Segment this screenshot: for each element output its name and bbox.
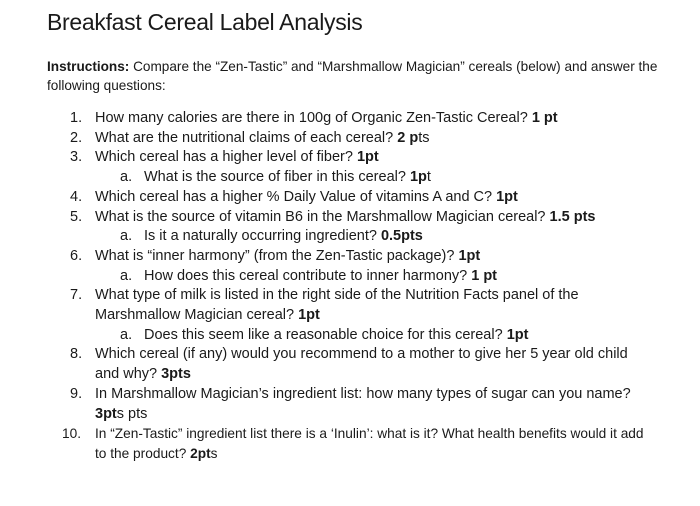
question-points: 3pts	[161, 366, 191, 383]
question-item	[0, 424, 655, 463]
question-text: How many calories are there in 100g of Organic Zen-Tastic Cereal?	[95, 110, 528, 126]
question-item	[0, 109, 655, 129]
question-item	[0, 345, 655, 384]
question-text: In Marshmallow Magician’s ingredient list: how many types of sugar can you name?	[95, 385, 631, 402]
question-points: 1.5 pts	[549, 208, 596, 225]
question-number: 10.	[62, 426, 82, 442]
question-points-suffix: ts	[418, 129, 430, 146]
question-number: 1.	[70, 110, 83, 126]
question-number: 3.	[70, 149, 83, 166]
question-number: 2.	[70, 129, 83, 146]
question-number: 8.	[70, 346, 83, 363]
question-points: 1pt	[506, 326, 529, 343]
question-points: 1pt	[298, 307, 320, 324]
question-points: 1 pt	[471, 267, 498, 284]
instructions-text: Compare the “Zen-Tastic” and “Marshmallow Magician” cereals (below) and answer the following questions:	[47, 59, 658, 93]
question-number: 4.	[70, 188, 83, 205]
question-text: What are the nutritional claims of each cereal?	[95, 129, 394, 146]
question-points: 1pt	[356, 149, 379, 166]
question-points: 3pt	[95, 405, 117, 422]
question-text: What is the source of fiber in this cereal?	[144, 169, 406, 186]
sub-question-letter: a.	[120, 326, 133, 343]
instructions-paragraph	[47, 57, 667, 95]
question-number: 7.	[70, 287, 83, 304]
sub-question-item	[0, 227, 664, 247]
question-item	[0, 129, 655, 149]
question-list	[0, 109, 700, 463]
question-item	[0, 148, 655, 168]
question-text: Which cereal (if any) would you recommend to a mother to give her 5 year old child and why?	[95, 346, 628, 383]
question-text: In “Zen-Tastic” ingredient list there is a ‘Inulin’: what is it? What health benefits would it add to the product?	[95, 426, 644, 461]
question-number: 6.	[70, 247, 83, 264]
question-text: Is it a naturally occurring ingredient?	[144, 228, 377, 245]
instructions-label: Instructions:	[47, 59, 130, 74]
question-text: Does this seem like a reasonable choice for this cereal?	[144, 326, 503, 343]
question-text: Which cereal has a higher level of fiber?	[95, 149, 353, 166]
question-text: What type of milk is listed in the right side of the Nutrition Facts panel of the Marshmallow Magician cereal?	[95, 287, 579, 324]
question-points: 1 pt	[531, 110, 558, 126]
sub-question-letter: a.	[120, 228, 133, 245]
question-text: How does this cereal contribute to inner harmony?	[144, 267, 468, 284]
sub-question-item	[0, 267, 664, 287]
sub-question-letter: a.	[120, 267, 133, 284]
sub-question-item	[0, 168, 664, 188]
question-points: 1pt	[458, 247, 481, 264]
question-number: 9.	[70, 385, 83, 402]
question-points-suffix: s	[210, 445, 218, 461]
question-points: 1p	[409, 169, 427, 186]
sub-question-letter: a.	[120, 169, 133, 186]
question-points-suffix: s pts	[116, 405, 148, 422]
question-points-suffix: t	[426, 169, 431, 186]
question-number: 5.	[70, 208, 83, 225]
sub-question-item	[0, 326, 664, 346]
question-item	[0, 385, 655, 424]
question-points: 0.5pts	[380, 228, 423, 245]
question-item	[0, 247, 655, 267]
question-text: What is “inner harmony” (from the Zen-Tastic package)?	[95, 247, 455, 264]
question-points: 1pt	[496, 188, 518, 205]
question-text: Which cereal has a higher % Daily Value of vitamins A and C?	[95, 188, 493, 205]
question-item	[0, 208, 655, 228]
question-item	[0, 286, 655, 325]
question-points: 2pt	[190, 445, 211, 461]
question-points: 2 p	[397, 129, 419, 146]
question-item	[0, 188, 655, 208]
document-title: Breakfast Cereal Label Analysis	[47, 9, 363, 35]
question-text: What is the source of vitamin B6 in the Marshmallow Magician cereal?	[95, 208, 546, 225]
